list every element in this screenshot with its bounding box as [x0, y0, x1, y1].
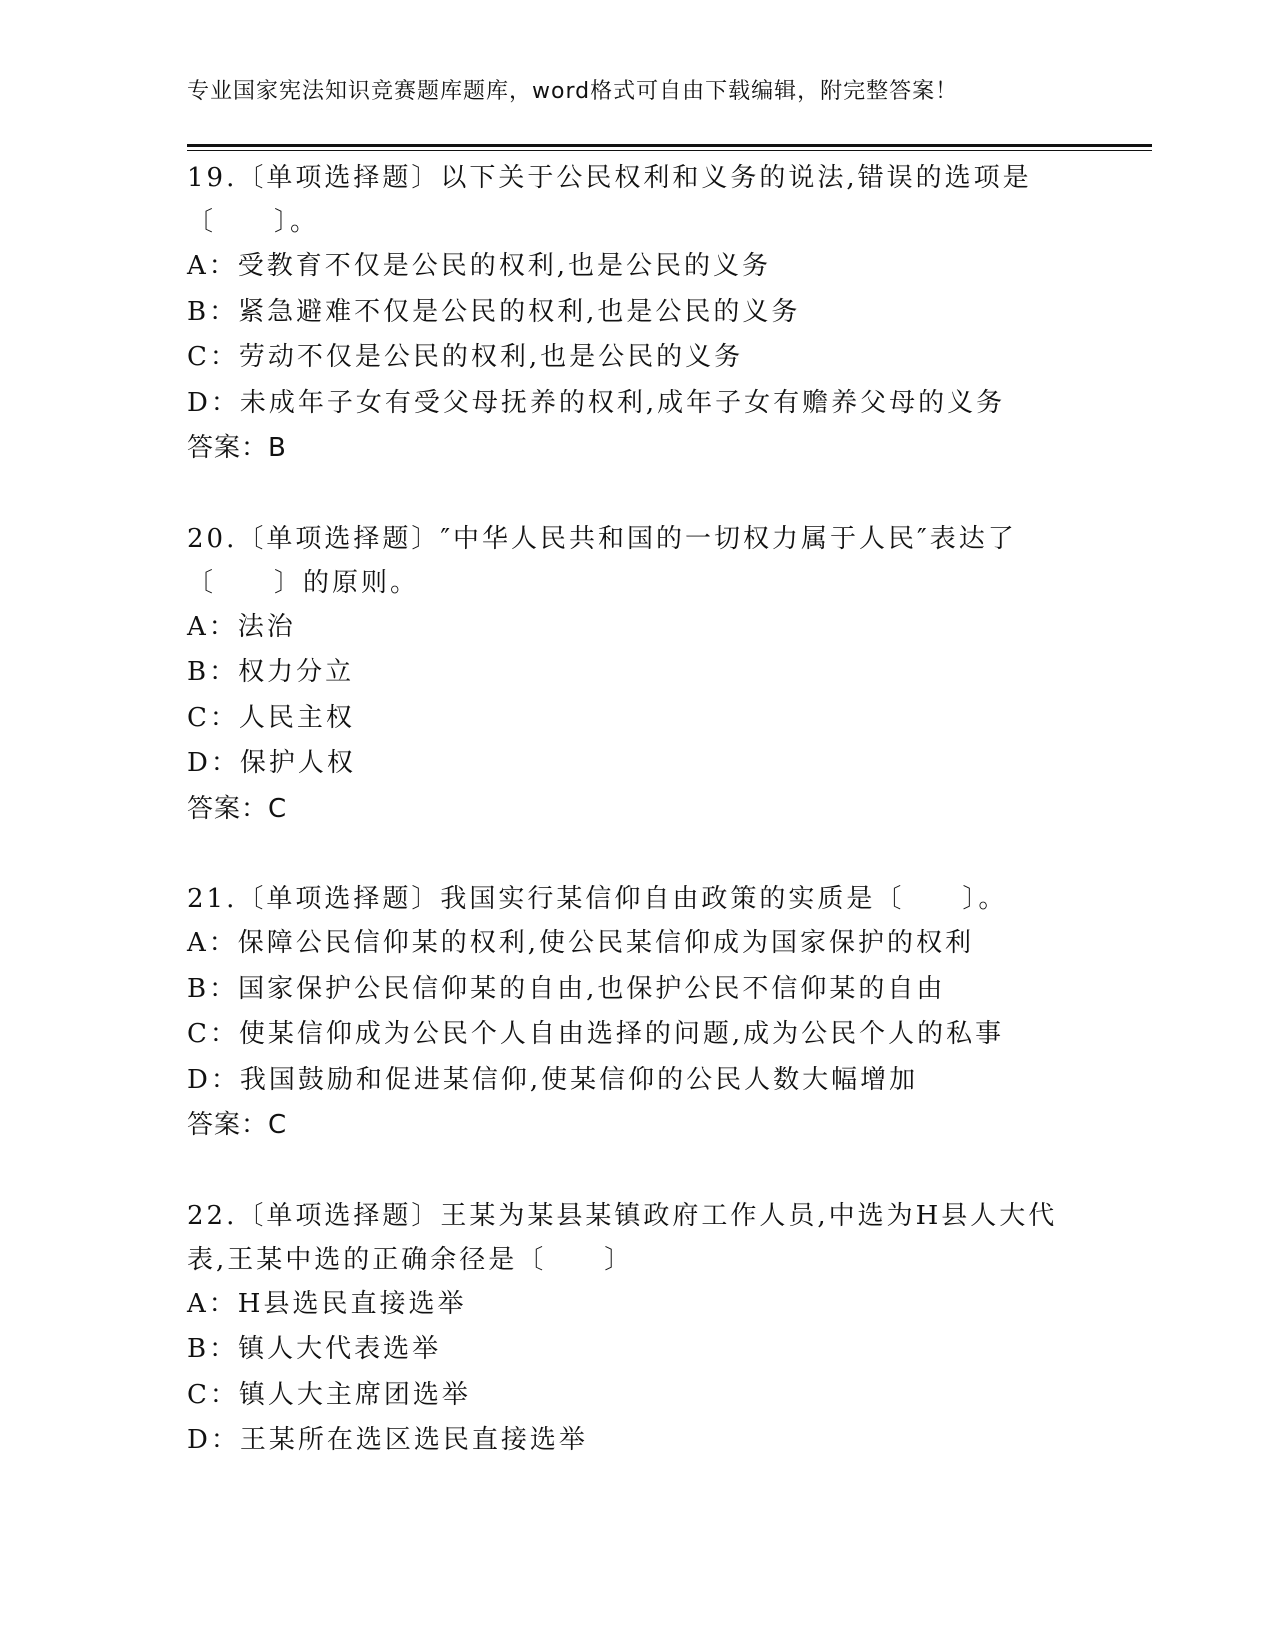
question-stem: 21.〔单项选择题〕我国实行某信仰自由政策的实质是〔 〕。 — [187, 884, 1008, 914]
question-20 — [187, 517, 1067, 833]
answer: 答案：B — [187, 433, 287, 463]
question-stem: 19.〔单项选择题〕以下关于公民权利和义务的说法,错误的选项是〔 〕。 — [187, 163, 1032, 237]
option-d: D：我国鼓励和促进某信仰,使某信仰的公民人数大幅增加 — [187, 1064, 919, 1095]
header-rule-thick — [187, 144, 1152, 147]
option-c: C：使某信仰成为公民个人自由选择的问题,成为公民个人的私事 — [187, 1019, 1005, 1049]
option-b: B：紧急避难不仅是公民的权利,也是公民的义务 — [187, 296, 801, 327]
question-stem: 22.〔单项选择题〕王某为某县某镇政府工作人员,中选为H县人大代表,王某中选的正确余径是〔 〕 — [187, 1200, 1058, 1275]
question-19 — [187, 156, 1067, 472]
option-c: C：镇人大主席团选举 — [187, 1379, 471, 1410]
header-rule-thin — [187, 150, 1152, 151]
answer: 答案：C — [187, 1110, 288, 1140]
option-d: D：保护人权 — [187, 748, 356, 778]
option-b: B：国家保护公民信仰某的自由,也保护公民不信仰某的自由 — [187, 973, 946, 1004]
option-a: A：保障公民信仰某的权利,使公民某信仰成为国家保护的权利 — [187, 928, 975, 958]
option-b: B：镇人大代表选举 — [187, 1334, 442, 1364]
answer: 答案：C — [187, 793, 288, 824]
option-a: A：受教育不仅是公民的权利,也是公民的义务 — [187, 251, 772, 281]
option-d: D：王某所在选区选民直接选举 — [187, 1425, 588, 1455]
question-22 — [187, 1194, 1067, 1464]
option-a: A：H县选民直接选举 — [187, 1288, 467, 1319]
option-c: C：劳动不仅是公民的权利,也是公民的义务 — [187, 342, 744, 372]
option-d: D：未成年子女有受父母抚养的权利,成年子女有赡养父母的义务 — [187, 387, 1006, 418]
question-stem: 20.〔单项选择题〕″中华人民共和国的一切权力属于人民″表达了〔 〕的原则。 — [187, 523, 1017, 598]
question-21 — [187, 877, 1067, 1149]
option-b: B：权力分立 — [187, 657, 355, 687]
question-list — [187, 156, 1067, 1509]
page-header: 专业国家宪法知识竞赛题库题库，word格式可自由下载编辑，附完整答案！ — [187, 79, 959, 104]
option-c: C：人民主权 — [187, 702, 355, 733]
option-a: A：法治 — [187, 611, 296, 642]
